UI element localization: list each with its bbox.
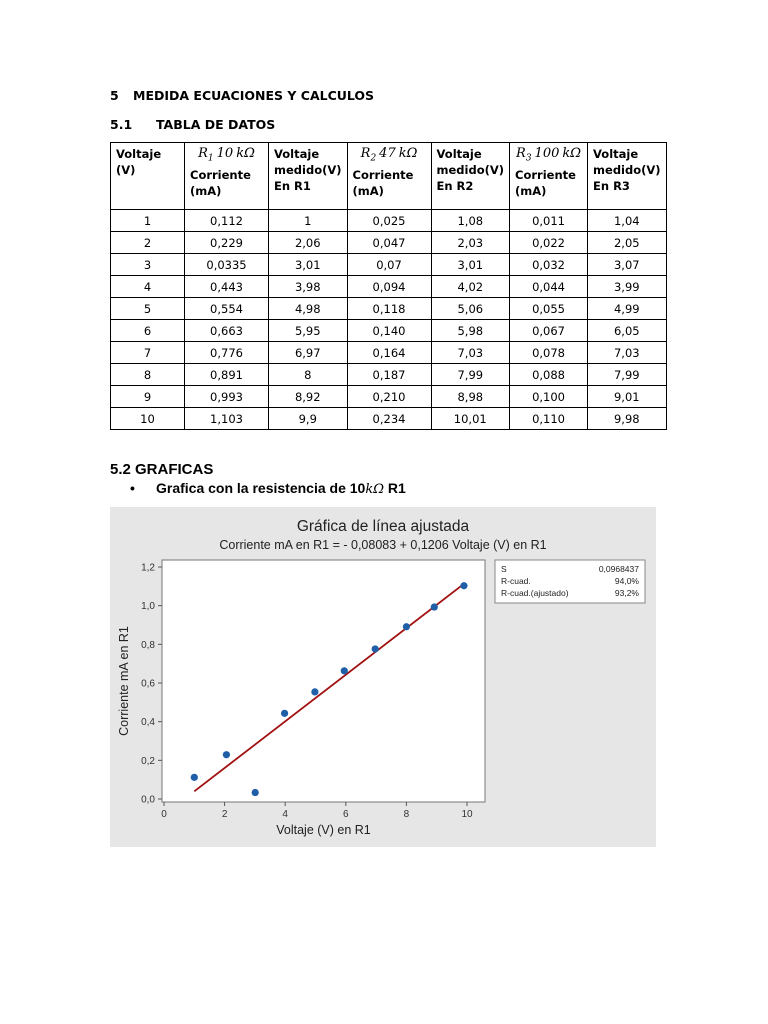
table-cell: 0,210	[347, 386, 431, 408]
table-cell: 9	[111, 386, 185, 408]
table-cell: 0,187	[347, 364, 431, 386]
table-cell: 10,01	[431, 408, 510, 430]
x-axis-label: Voltaje (V) en R1	[276, 823, 371, 837]
table-cell: 0,032	[510, 254, 588, 276]
chart-subtitle: Corriente mA en R1 = - 0,08083 + 0,1206 Voltaje (V) en R1	[219, 538, 547, 552]
x-tick-label: 0	[161, 809, 167, 820]
data-point	[223, 751, 230, 758]
table-header-cell	[269, 143, 348, 210]
table-header-cell	[431, 143, 510, 210]
table-row	[111, 364, 667, 386]
x-tick-label: 8	[403, 809, 410, 820]
bullet-item	[130, 480, 406, 497]
y-tick-label: 0,0	[141, 794, 155, 806]
header-line: Corriente	[352, 167, 414, 182]
header-line: (V)	[116, 163, 136, 177]
table-cell: 2,03	[431, 232, 510, 254]
section-5-2-heading: 5.2 GRAFICAS	[110, 461, 214, 478]
resistor-index: 3	[525, 153, 532, 164]
table-cell: 0,164	[347, 342, 431, 364]
header-line: (mA)	[352, 183, 384, 198]
stats-value: 0,0968437	[598, 564, 639, 574]
table-header-cell	[510, 143, 588, 210]
table-row	[111, 342, 667, 364]
bullet-suffix: R1	[384, 480, 406, 496]
data-table	[110, 142, 667, 430]
header-line: (mA)	[515, 183, 547, 198]
table-cell: 7	[111, 342, 185, 364]
table-cell: 6	[111, 320, 185, 342]
table-cell: 5,06	[431, 298, 510, 320]
table-cell: 0,047	[347, 232, 431, 254]
table-cell: 0,443	[185, 276, 269, 298]
table-cell: 10	[111, 408, 185, 430]
table-cell: 0,140	[347, 320, 431, 342]
table-cell: 3	[111, 254, 185, 276]
resistor-unit: kΩ	[562, 146, 582, 161]
table-cell: 1,103	[185, 408, 269, 430]
y-tick-label: 0,8	[141, 639, 155, 651]
table-header-cell	[111, 143, 185, 210]
data-point	[341, 667, 348, 674]
data-point	[372, 645, 379, 652]
section-title: TABLA DE DATOS	[156, 117, 276, 132]
bullet-unit: kΩ	[365, 482, 384, 497]
table-cell: 5	[111, 298, 185, 320]
header-line: medido(V)	[274, 163, 342, 177]
header-line: Voltaje	[593, 147, 639, 161]
data-point	[431, 603, 438, 610]
resistor-index: 1	[207, 153, 214, 164]
x-tick-label: 10	[461, 809, 473, 820]
table-row	[111, 298, 667, 320]
resistor-label	[190, 146, 263, 167]
resistor-symbol: R	[198, 146, 208, 161]
table-cell: 1	[269, 210, 348, 232]
header-line: Corriente	[190, 167, 251, 182]
table-cell: 6,05	[588, 320, 667, 342]
resistor-label	[353, 146, 426, 167]
table-cell: 4,98	[269, 298, 348, 320]
table-cell: 0,100	[510, 386, 588, 408]
table-cell: 5,95	[269, 320, 348, 342]
table-cell: 0,011	[510, 210, 588, 232]
table-row	[111, 232, 667, 254]
table-cell: 7,99	[431, 364, 510, 386]
table-cell: 2	[111, 232, 185, 254]
table-cell: 6,97	[269, 342, 348, 364]
table-cell: 0,067	[510, 320, 588, 342]
table-cell: 4,99	[588, 298, 667, 320]
y-tick-label: 1,0	[141, 601, 155, 613]
table-cell: 8	[269, 364, 348, 386]
resistor-index: 2	[370, 153, 377, 164]
section-5-1-heading	[110, 117, 275, 132]
resistor-unit: kΩ	[236, 146, 255, 161]
table-cell: 9,98	[588, 408, 667, 430]
data-point	[191, 774, 198, 781]
table-cell: 3,98	[269, 276, 348, 298]
table-cell: 0,776	[185, 342, 269, 364]
table-cell: 1,08	[431, 210, 510, 232]
resistor-unit: kΩ	[398, 146, 418, 161]
table-cell: 0,044	[510, 276, 588, 298]
y-tick-label: 0,2	[141, 755, 155, 767]
table-cell: 3,01	[269, 254, 348, 276]
header-line: Voltaje	[274, 147, 320, 161]
table-cell: 2,05	[588, 232, 667, 254]
table-cell: 0,118	[347, 298, 431, 320]
header-line: Corriente	[515, 167, 576, 182]
section-5-heading	[110, 88, 374, 103]
table-cell: 5,98	[431, 320, 510, 342]
table-cell: 3,99	[588, 276, 667, 298]
fitted-line-chart	[110, 507, 656, 847]
table-cell: 2,06	[269, 232, 348, 254]
table-cell: 0,022	[510, 232, 588, 254]
table-cell: 0,025	[347, 210, 431, 232]
table-cell: 9,01	[588, 386, 667, 408]
chart-svg	[110, 507, 656, 847]
table-cell: 4	[111, 276, 185, 298]
table-cell: 3,07	[588, 254, 667, 276]
table-cell: 1	[111, 210, 185, 232]
table-cell: 0,055	[510, 298, 588, 320]
table-cell: 7,03	[431, 342, 510, 364]
resistor-value: 47	[379, 146, 396, 161]
stats-value: 94,0%	[614, 576, 639, 586]
header-line: medido(V)	[593, 163, 661, 177]
table-row	[111, 210, 667, 232]
table-cell: 0,0335	[185, 254, 269, 276]
y-tick-label: 1,2	[141, 562, 155, 574]
resistor-value: 10	[216, 146, 234, 161]
table-cell: 0,554	[185, 298, 269, 320]
bullet-text: Grafica con la resistencia de 10	[156, 480, 366, 496]
data-point	[311, 688, 318, 695]
table-cell: 1,04	[588, 210, 667, 232]
resistor-value: 100	[534, 146, 560, 161]
plot-area	[162, 560, 485, 802]
table-cell: 7,03	[588, 342, 667, 364]
data-point	[460, 582, 467, 589]
header-line: (mA)	[190, 183, 222, 198]
header-line: En R2	[436, 179, 474, 193]
y-tick-label: 0,4	[141, 717, 155, 729]
section-number: 5.1	[110, 117, 133, 132]
table-header-cell	[588, 143, 667, 210]
table-cell: 8,92	[269, 386, 348, 408]
table-cell: 3,01	[431, 254, 510, 276]
table-row	[111, 386, 667, 408]
resistor-symbol: R	[360, 146, 371, 161]
data-point	[403, 623, 410, 630]
table-cell: 0,112	[185, 210, 269, 232]
table-cell: 0,663	[185, 320, 269, 342]
table-cell: 9,9	[269, 408, 348, 430]
table-cell: 0,088	[510, 364, 588, 386]
data-point	[252, 789, 259, 796]
table-cell: 0,078	[510, 342, 588, 364]
table-row	[111, 320, 667, 342]
header-line: En R3	[593, 179, 630, 193]
bullet-dot-icon: •	[130, 480, 135, 496]
table-cell: 0,993	[185, 386, 269, 408]
y-tick-label: 0,6	[141, 678, 155, 690]
x-tick-label: 6	[343, 809, 349, 820]
table-cell: 0,094	[347, 276, 431, 298]
table-cell: 0,229	[185, 232, 269, 254]
header-line: Voltaje	[116, 147, 162, 161]
table-row	[111, 408, 667, 430]
table-row	[111, 254, 667, 276]
section-number: 5	[110, 88, 119, 103]
chart-title: Gráfica de línea ajustada	[296, 518, 470, 535]
header-line: medido(V)	[436, 163, 505, 177]
y-axis-label: Corriente mA en R1	[117, 626, 131, 736]
stats-label: R-cuad.(ajustado)	[501, 588, 569, 598]
resistor-label	[515, 146, 582, 167]
table-cell: 0,07	[347, 254, 431, 276]
header-line: Voltaje	[436, 147, 482, 161]
stats-value: 93,2%	[614, 588, 639, 598]
resistor-symbol: R	[516, 146, 526, 161]
table-header-cell	[185, 143, 269, 210]
table-cell: 0,891	[185, 364, 269, 386]
table-header-row	[111, 143, 667, 210]
stats-label: R-cuad.	[501, 576, 531, 586]
data-point	[281, 710, 288, 717]
header-line: En R1	[274, 179, 311, 193]
table-cell: 0,234	[347, 408, 431, 430]
section-title: MEDIDA ECUACIONES Y CALCULOS	[133, 88, 375, 103]
table-row	[111, 276, 667, 298]
table-cell: 8,98	[431, 386, 510, 408]
table-cell: 0,110	[510, 408, 588, 430]
x-tick-label: 4	[282, 809, 288, 820]
stats-label: S	[501, 564, 507, 574]
table-header-cell	[347, 143, 431, 210]
table-cell: 8	[111, 364, 185, 386]
table-cell: 7,99	[588, 364, 667, 386]
x-tick-label: 2	[221, 809, 228, 820]
table-cell: 4,02	[431, 276, 510, 298]
